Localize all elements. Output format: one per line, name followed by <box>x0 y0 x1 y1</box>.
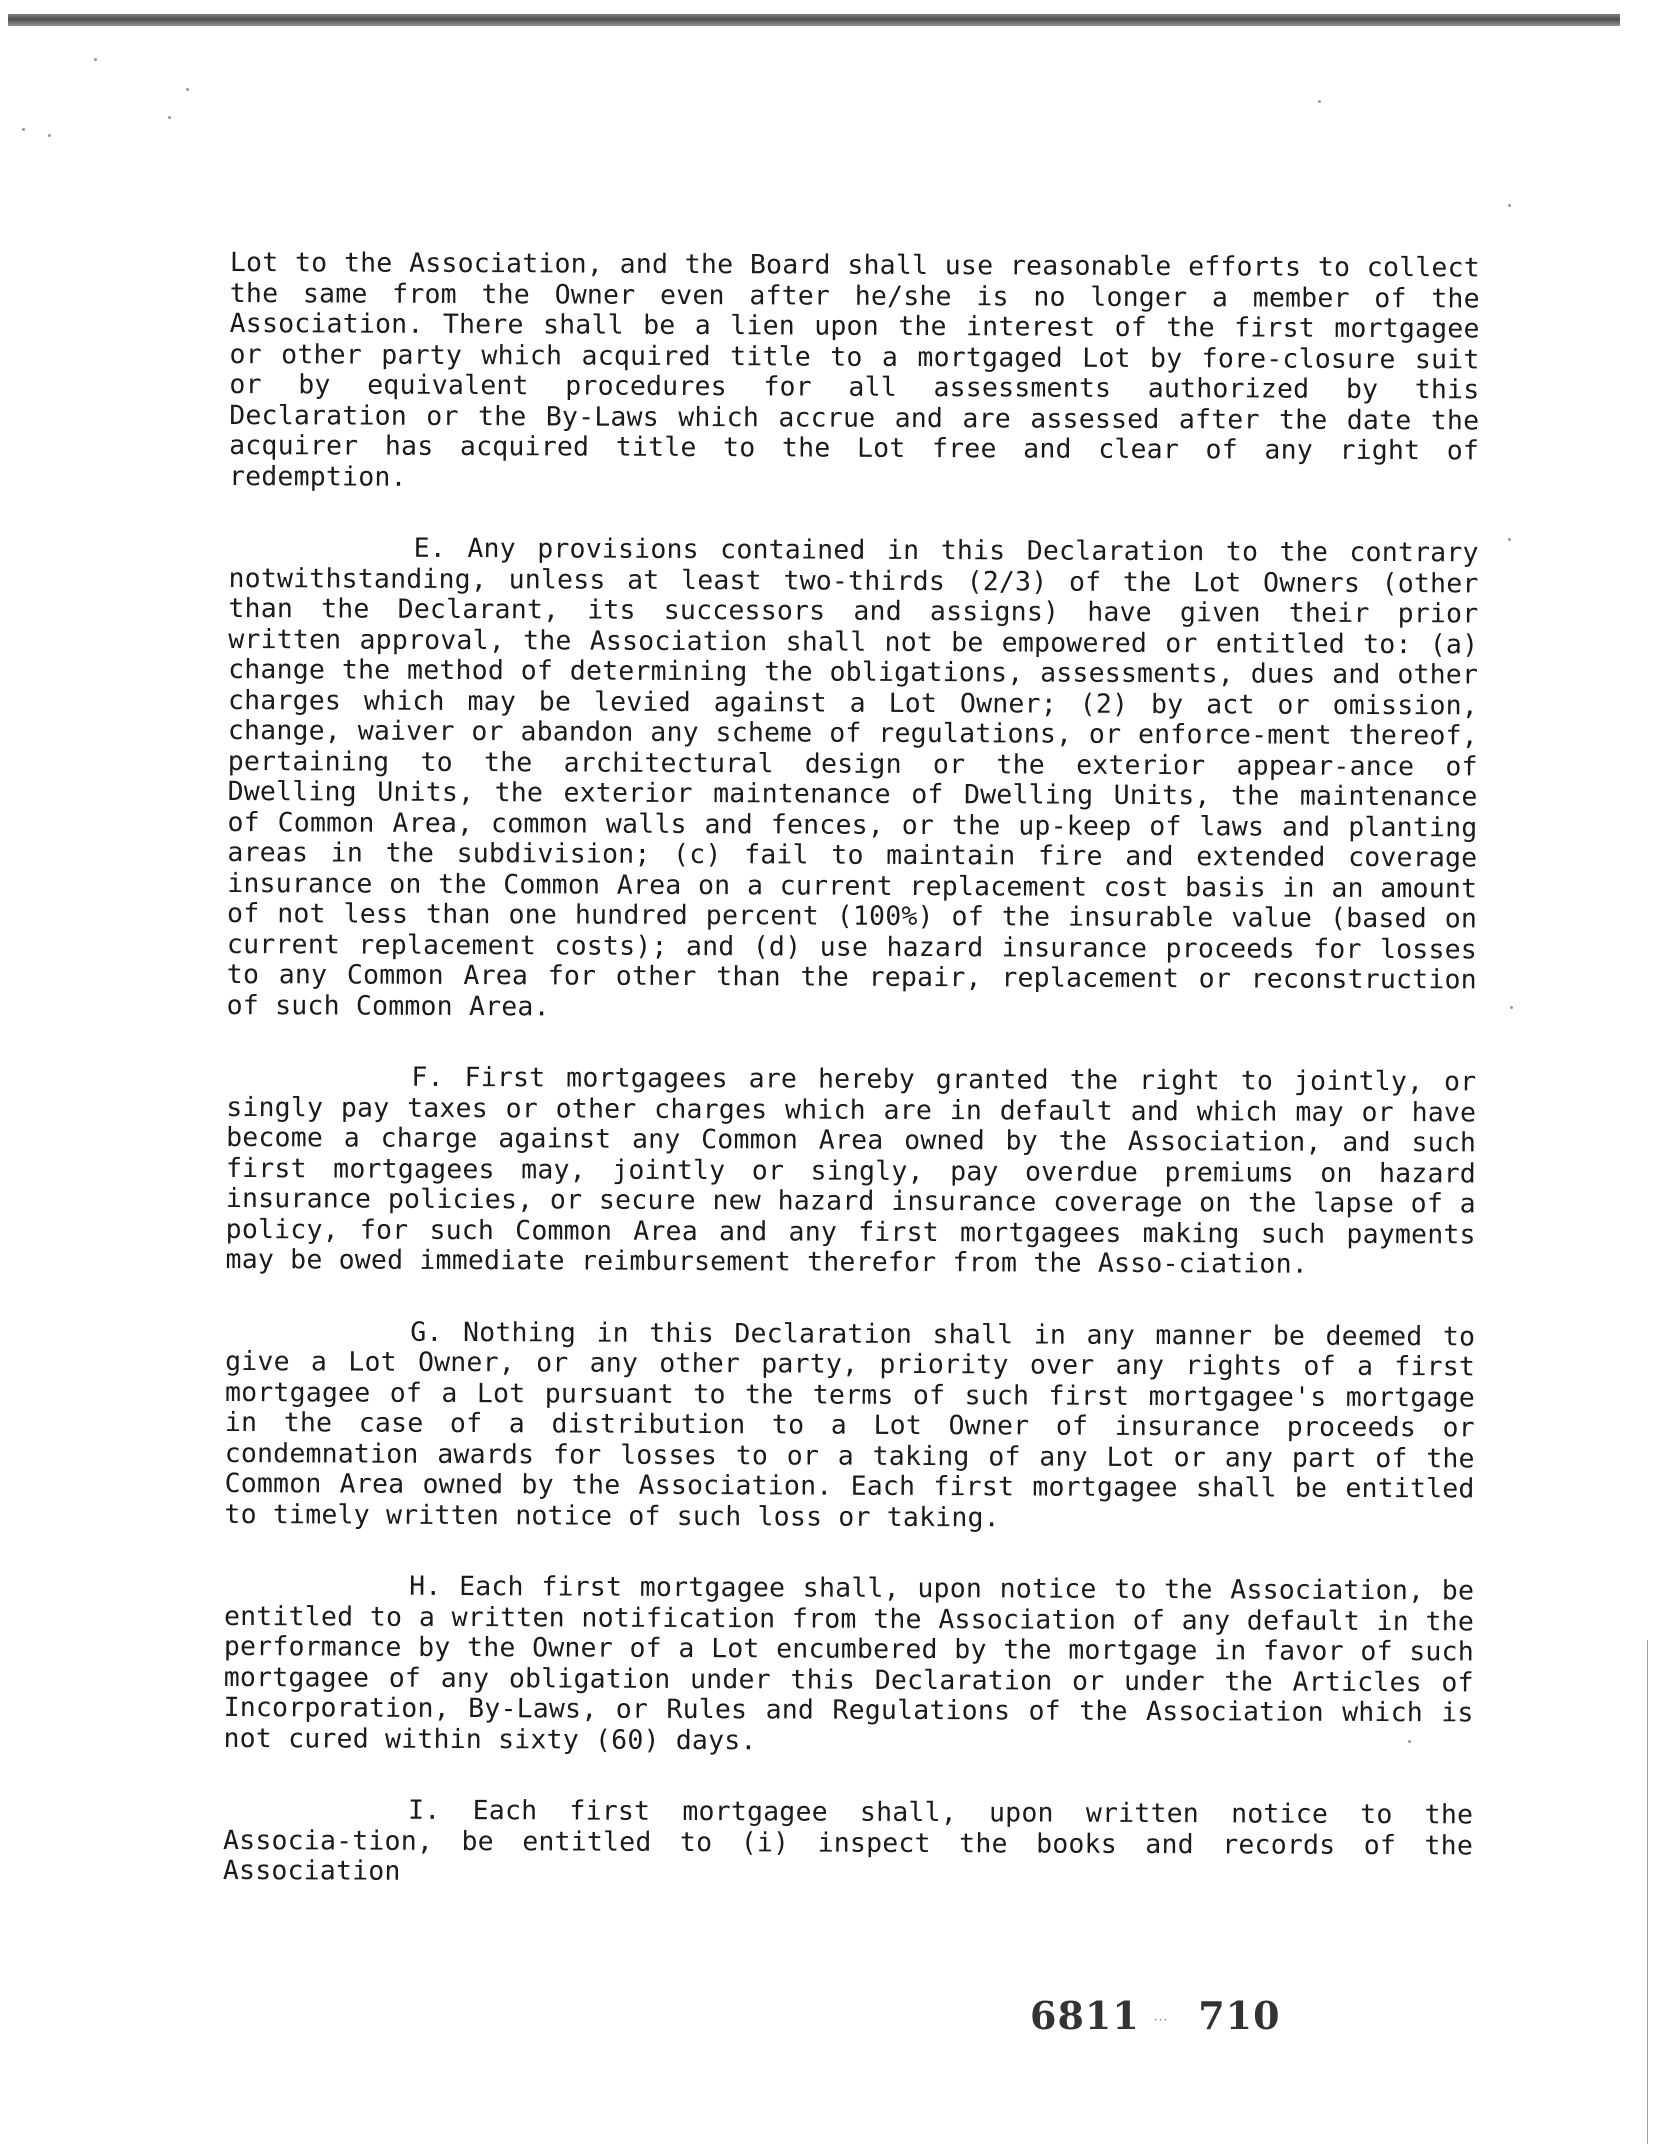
stamp-separator-mark: ··· <box>1153 2012 1169 2027</box>
page-number-value: 710 <box>1198 1993 1281 2038</box>
paragraph-lien: Lot to the Association, and the Board shall use reasonable efforts to collect the same from the Owner even after he/she is no longer a member of the Association. There shall be a lien upon the interest of the first mortgagee or other party which acquired title to a mortgaged Lot by fore-closure suit or by equivalent procedures for all assessments authorized by this Declaration or the By-Laws which accrue and are assessed after the date the acquirer has acquired title to the Lot free and clear of any right of redemption. <box>228 247 1480 493</box>
paragraph-f: F. First mortgagees are hereby granted the right to jointly, or singly pay taxes or other charges which are in default and which may or have become a charge against any Common Area owned by the Association, and such first mortgagees may, jointly or singly, pay overdue premiums on hazard insurance policies, or secure new hazard insurance coverage on the lapse of a policy, for such Common Area and any first mortgagees making such payments may be owed immediate reimbursement therefor from the Asso-ciation. <box>225 1061 1477 1280</box>
scan-edge-bar <box>8 14 1620 26</box>
book-page-stamp <box>1030 1993 1281 2038</box>
scan-speck <box>1510 1006 1513 1009</box>
scan-speck <box>168 116 171 119</box>
scan-speck <box>1318 100 1321 103</box>
book-number: 6811 <box>1030 1993 1140 2038</box>
scan-speck <box>22 128 25 131</box>
scan-speck <box>48 134 51 137</box>
scan-edge-line <box>1647 1640 1648 2144</box>
scan-speck <box>186 88 189 91</box>
document-body <box>223 248 1480 1933</box>
paragraph-g: G. Nothing in this Declaration shall in any manner be deemed to give a Lot Owner, or any other party, priority over any rights of a first mortgagee of a Lot pursuant to the terms of such first mortgagee's mortgage in the case of a distribution to a Lot Owner of insurance proceeds or condemnation awards for losses to or a taking of any Lot or any part of the Common Area owned by the Association. Each first mortgagee shall be entitled to timely written notice of such loss or taking. <box>224 1316 1476 1533</box>
paragraph-e: E. Any provisions contained in this Declaration to the contrary notwithstanding, unless at least two-thirds (2/3) of the Lot Owners (other than the Declarant, its successors and assigns) have given their prior written approval, the Association shall not be empowered or entitled to: (a) change the method of determining the obligations, assessments, dues and other charges which may be levied against a Lot Owner; (2) by act or omission, change, waiver or abandon any scheme of regulations, or enforce-ment thereof, pertaining to the architectural design or the exterior appear-ance of Dwelling Units, the exterior maintenance of Dwelling Units, the maintenance of Common Area, common walls and fences, or the up-keep of laws and planting areas in the subdivision; (c) fail to maintain fire and extended coverage insurance on the Common Area on a current replacement cost basis in an amount of not less than one hundred percent (100%) of the insurable value (based on current replacement costs); and (d) use hazard insurance proceeds for losses to any Common Area for other than the repair, replacement or reconstruction of such Common Area. <box>226 532 1479 1022</box>
scan-speck <box>94 58 97 61</box>
paragraph-h: H. Each first mortgagee shall, upon notice to the Association, be entitled to a written notification from the Association of any default in the performance by the Owner of a Lot encumbered by the mortgage in favor of such mortgagee of any obligation under this Declaration or under the Articles of Incorporation, By-Laws, or Rules and Regulations of the Association which is not cured within sixty (60) days. <box>223 1570 1475 1756</box>
scan-speck <box>1508 538 1511 541</box>
paragraph-i: I. Each first mortgagee shall, upon written notice to the Associa-tion, be entitled to (i) inspect the books and records of the Association <box>222 1794 1474 1887</box>
scan-speck <box>1508 204 1511 207</box>
